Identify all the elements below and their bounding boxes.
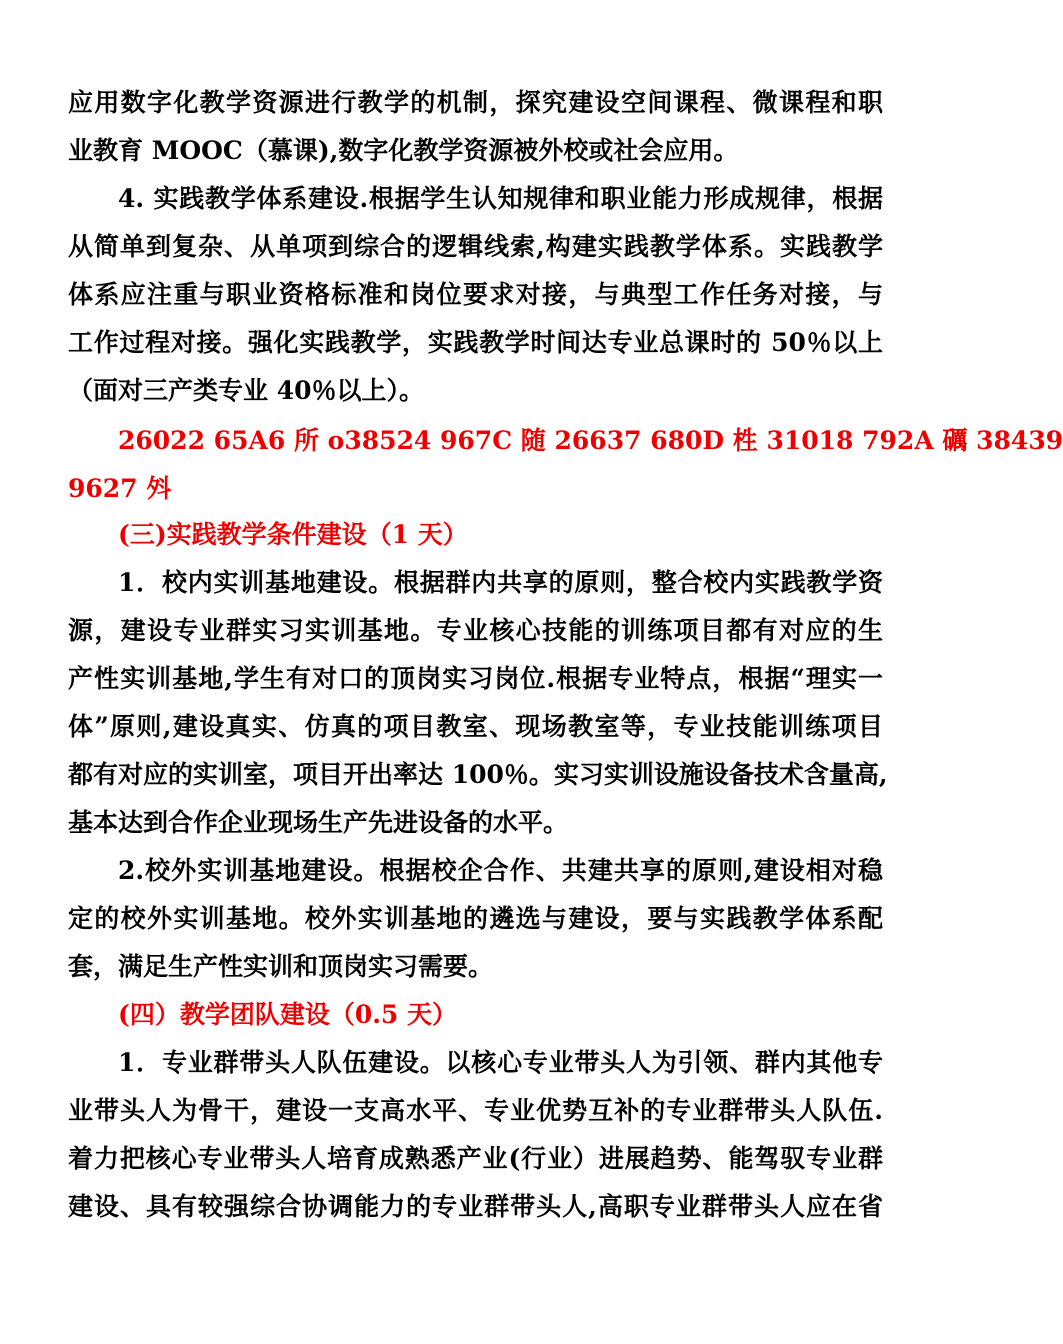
code-line: 9627 斘 [68, 474, 172, 503]
paragraph-line: 业带头人为骨干，建设一支高水平、专业优势互补的专业群带头人队伍. [68, 1096, 883, 1125]
paragraph-line: 体系应注重与职业资格标准和岗位要求对接，与典型工作任务对接，与 [68, 280, 883, 309]
section-heading: (三)实践教学条件建设（1 天） [118, 520, 468, 549]
paragraph-line: 1．校内实训基地建设。根据群内共享的原则，整合校内实践教学资 [118, 568, 883, 597]
section-heading: (四）教学团队建设（0.5 天） [118, 1000, 458, 1029]
paragraph-line: 业教育 MOOC（慕课),数字化教学资源被外校或社会应用。 [68, 136, 739, 165]
paragraph-line: 4. 实践教学体系建设.根据学生认知规律和职业能力形成规律，根据 [118, 184, 883, 213]
paragraph-line: 工作过程对接。强化实践教学，实践教学时间达专业总课时的 50％以上 [68, 328, 883, 357]
paragraph-line: 基本达到合作企业现场生产先进设备的水平。 [68, 808, 569, 837]
paragraph-line: （面对三产类专业 40％以上）。 [68, 376, 424, 405]
code-line: 26022 65A6 所 o38524 967C 随 26637 680D 栍 31018 792A 礪 38439 [118, 426, 1063, 455]
paragraph-line: 都有对应的实训室，项目开出率达 100％。实习实训设施设备技术含量高, [68, 760, 888, 789]
paragraph-line: 源，建设专业群实习实训基地。专业核心技能的训练项目都有对应的生 [68, 616, 883, 645]
paragraph-line: 应用数字化教学资源进行教学的机制，探究建设空间课程、微课程和职 [68, 88, 883, 117]
paragraph-line: 产性实训基地,学生有对口的顶岗实习岗位.根据专业特点，根据“理实一 [68, 664, 883, 693]
paragraph-line: 建设、具有较强综合协调能力的专业群带头人,高职专业群带头人应在省 [68, 1192, 883, 1221]
paragraph-line: 1．专业群带头人队伍建设。以核心专业带头人为引领、群内其他专 [118, 1048, 883, 1077]
paragraph-line: 定的校外实训基地。校外实训基地的遴选与建设，要与实践教学体系配 [68, 904, 883, 933]
paragraph-line: 套，满足生产性实训和顶岗实习需要。 [68, 952, 494, 981]
paragraph-line: 着力把核心专业带头人培育成熟悉产业(行业）进展趋势、能驾驭专业群 [68, 1144, 883, 1173]
paragraph-line: 2.校外实训基地建设。根据校企合作、共建共享的原则,建设相对稳 [118, 856, 883, 885]
paragraph-line: 体”原则,建设真实、仿真的项目教室、现场教室等，专业技能训练项目 [68, 712, 883, 741]
paragraph-line: 从简单到复杂、从单项到综合的逻辑线索,构建实践教学体系。实践教学 [68, 232, 883, 261]
